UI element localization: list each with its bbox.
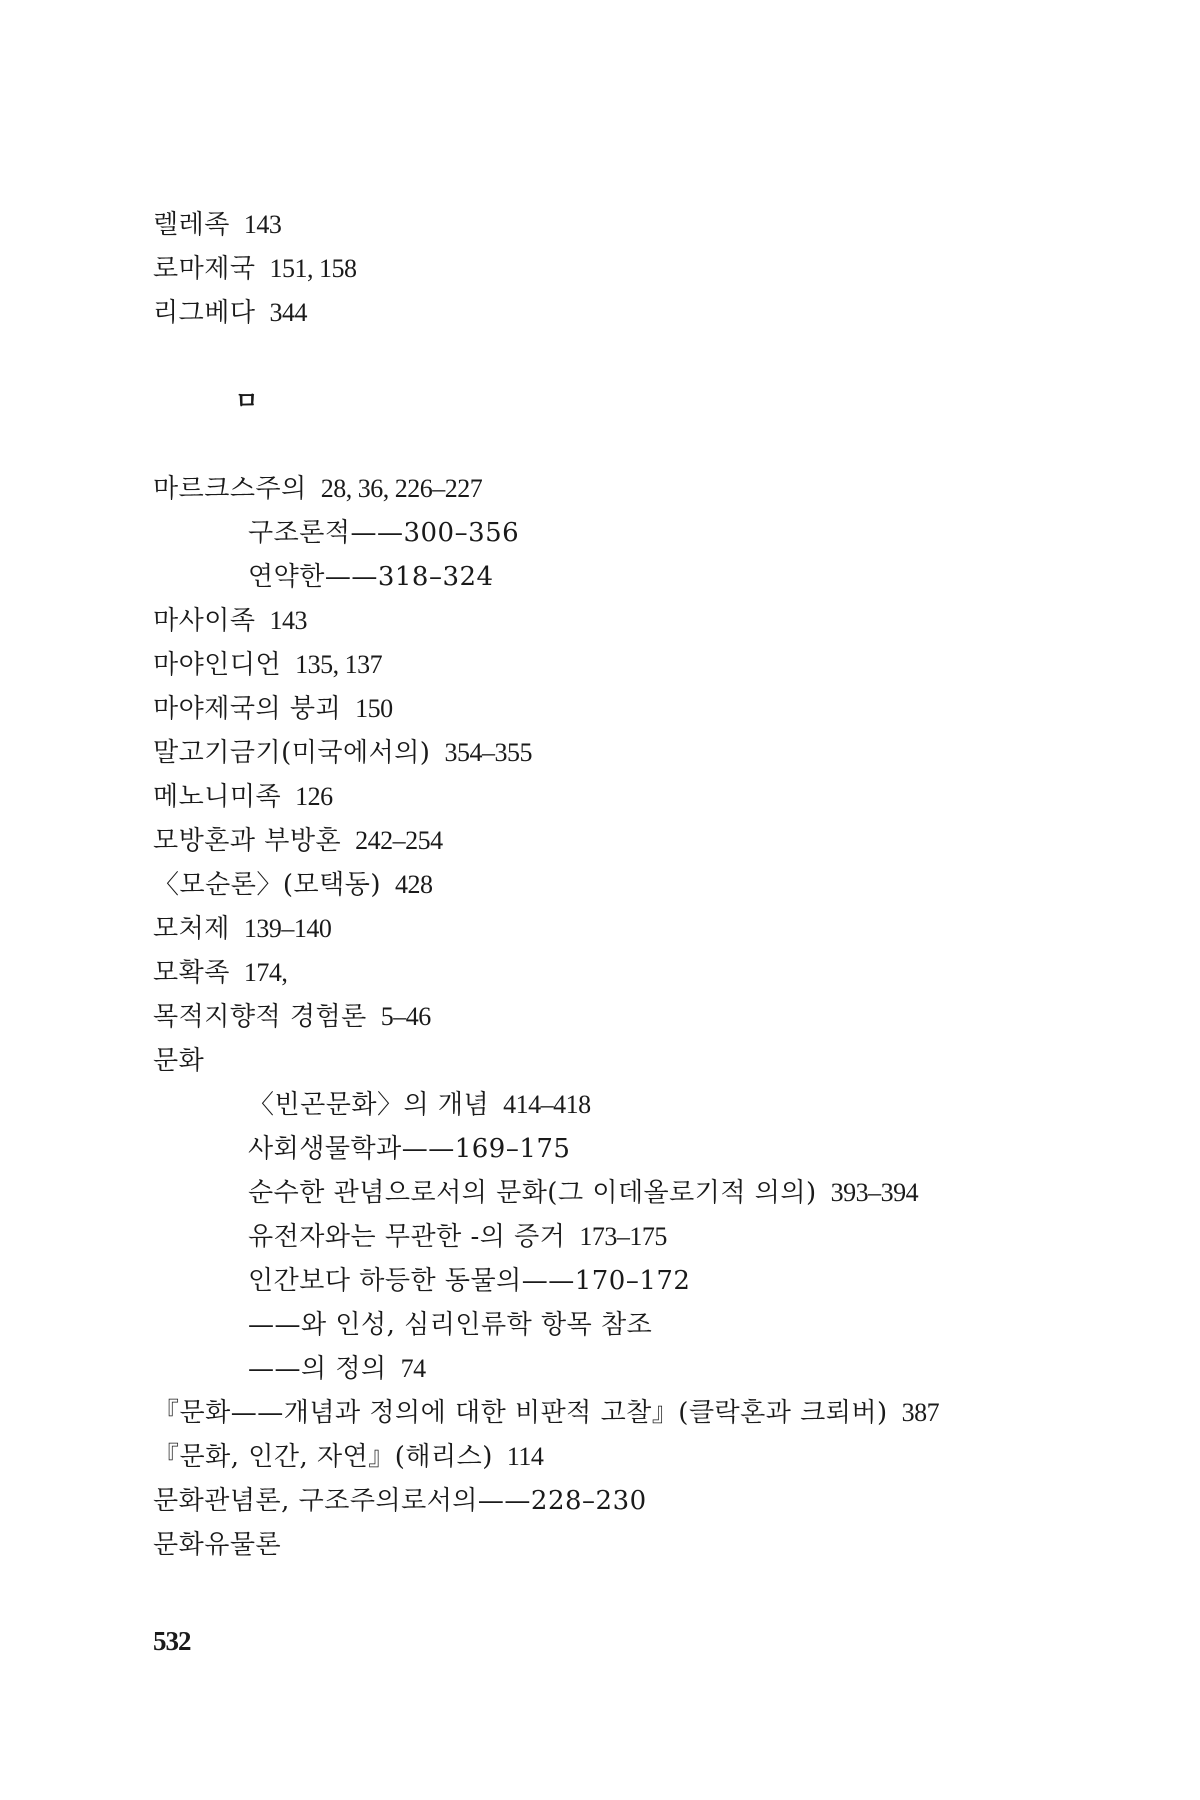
- index-entry: [153, 1039, 1153, 1083]
- index-entry: [153, 775, 1153, 819]
- index-pages: 143: [269, 606, 307, 635]
- index-subentry: [153, 1259, 1153, 1303]
- index-entry: [153, 731, 1153, 775]
- index-term: 마야인디언: [153, 650, 282, 680]
- index-term: 마르크스주의: [153, 474, 307, 504]
- index-entry: [153, 599, 1153, 643]
- index-term: 인간보다 하등한 동물의——170–172: [248, 1266, 691, 1296]
- index-subentry: [153, 1127, 1153, 1171]
- index-pages: 28, 36, 226–227: [320, 474, 483, 503]
- index-entry: [153, 863, 1153, 907]
- index-term: 『문화, 인간, 자연』(해리스): [153, 1442, 493, 1472]
- index-term: 『문화——개념과 정의에 대한 비판적 고찰』(클락혼과 크뢰버): [153, 1398, 888, 1428]
- index-term: 순수한 관념으로서의 문화(그 이데올로기적 의의): [248, 1178, 817, 1208]
- index-term: 말고기금기(미국에서의): [153, 738, 431, 768]
- index-term: 마사이족: [153, 606, 256, 636]
- index-pages: 151, 158: [269, 254, 357, 283]
- index-term: 구조론적——300–356: [248, 518, 520, 548]
- index-entry: [153, 995, 1153, 1039]
- index-term: 모방혼과 부방혼: [153, 826, 342, 856]
- index-entry: [153, 907, 1153, 951]
- index-term: 연약한——318–324: [248, 562, 494, 592]
- index-pages: 126: [295, 782, 333, 811]
- index-entry: [153, 1391, 1153, 1435]
- index-term: 유전자와는 무관한 -의 증거: [248, 1222, 566, 1252]
- index-pages: 74: [400, 1354, 426, 1383]
- index-term: 메노니미족: [153, 782, 282, 812]
- section-spacer: [153, 423, 1153, 467]
- index-pages: 428: [394, 870, 433, 899]
- index-entry: [153, 1523, 1153, 1567]
- index-term: 문화유물론: [153, 1530, 282, 1560]
- index-entry: [153, 643, 1153, 687]
- index-entry: [153, 1479, 1153, 1523]
- index-pages: 143: [243, 210, 282, 239]
- index-entry: [153, 819, 1153, 863]
- index-term: ——의 정의: [248, 1354, 387, 1384]
- index-term: 렐레족: [153, 210, 230, 240]
- index-term: 목적지향적 경험론: [153, 1002, 367, 1032]
- index-term: 사회생물학과——169–175: [248, 1134, 571, 1164]
- index-subentry: [153, 511, 1153, 555]
- index-pages: 114: [506, 1442, 544, 1471]
- index-subentry: [153, 1215, 1153, 1259]
- index-pages: 414–418: [503, 1090, 591, 1119]
- index-entry: [153, 687, 1153, 731]
- section-spacer: [153, 335, 1153, 379]
- index-subentry: [153, 555, 1153, 599]
- index-pages: 174,: [243, 958, 288, 987]
- index-pages: 242–254: [355, 826, 443, 855]
- index-entry: [153, 467, 1153, 511]
- index-entry: [153, 203, 1153, 247]
- index-subentry: [153, 1303, 1153, 1347]
- index-term: 〈빈곤문화〉의 개념: [248, 1090, 490, 1120]
- index-entry: [153, 247, 1153, 291]
- index-term: 로마제국: [153, 254, 256, 284]
- index-term: ——와 인성, 심리인류학 항목 참조: [248, 1310, 653, 1340]
- page-number: 532: [153, 1626, 191, 1656]
- index-subentry: [153, 1083, 1153, 1127]
- index-pages: 387: [901, 1398, 940, 1427]
- index-term: 마야제국의 붕괴: [153, 694, 342, 724]
- index-term: 모처제: [153, 914, 230, 944]
- index-pages: 5–46: [380, 1002, 431, 1031]
- index-pages: 173–175: [579, 1222, 667, 1251]
- index-term: 문화관념론, 구조주의로서의——228–230: [153, 1486, 647, 1516]
- index-term: 모확족: [153, 958, 230, 988]
- index-pages: 150: [355, 694, 393, 723]
- index-term: 문화: [153, 1046, 205, 1076]
- index-term: 〈모순론〉(모택동): [153, 870, 381, 900]
- index-pages: 354–355: [444, 738, 532, 767]
- index-term: 리그베다: [153, 298, 256, 328]
- section-letter-heading: ㅁ: [235, 387, 259, 415]
- index-subentry: [153, 1347, 1153, 1391]
- index-entry: [153, 291, 1153, 335]
- index-list: [153, 203, 1153, 1567]
- index-pages: 393–394: [830, 1178, 919, 1207]
- index-pages: 139–140: [243, 914, 332, 943]
- index-entry: [153, 1435, 1153, 1479]
- index-pages: 344: [269, 298, 307, 327]
- index-pages: 135, 137: [295, 650, 383, 679]
- index-subentry: [153, 1171, 1153, 1215]
- index-entry: [153, 951, 1153, 995]
